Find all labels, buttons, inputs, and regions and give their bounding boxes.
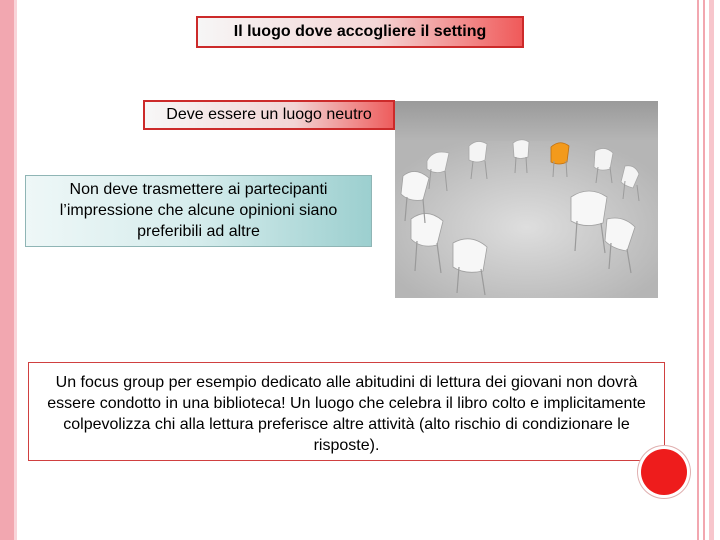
chairs-circle-photo xyxy=(395,101,658,298)
right-decorative-line xyxy=(703,0,705,540)
left-decorative-border-inner xyxy=(14,0,17,540)
red-circle-decoration xyxy=(641,449,687,495)
right-decorative-line xyxy=(709,0,714,540)
neutral-place-label: Deve essere un luogo neutro xyxy=(143,100,395,130)
example-text-box: Un focus group per esempio dedicato alle abitudini di lettura dei giovani non dovrà essere condotto in una biblioteca! Un luogo che celebra il libro colto e implicitamente colpevolizza chi alla lettura preferisce altre attività (alto rischio di condizionare le risposte). xyxy=(28,362,665,461)
right-decorative-line xyxy=(697,0,699,540)
impression-text-box: Non deve trasmettere ai partecipanti l’impressione che alcune opinioni siano preferibili ad altre xyxy=(25,175,372,247)
left-decorative-border xyxy=(0,0,14,540)
orange-chair xyxy=(551,143,569,164)
slide-title: Il luogo dove accogliere il setting xyxy=(196,16,524,48)
